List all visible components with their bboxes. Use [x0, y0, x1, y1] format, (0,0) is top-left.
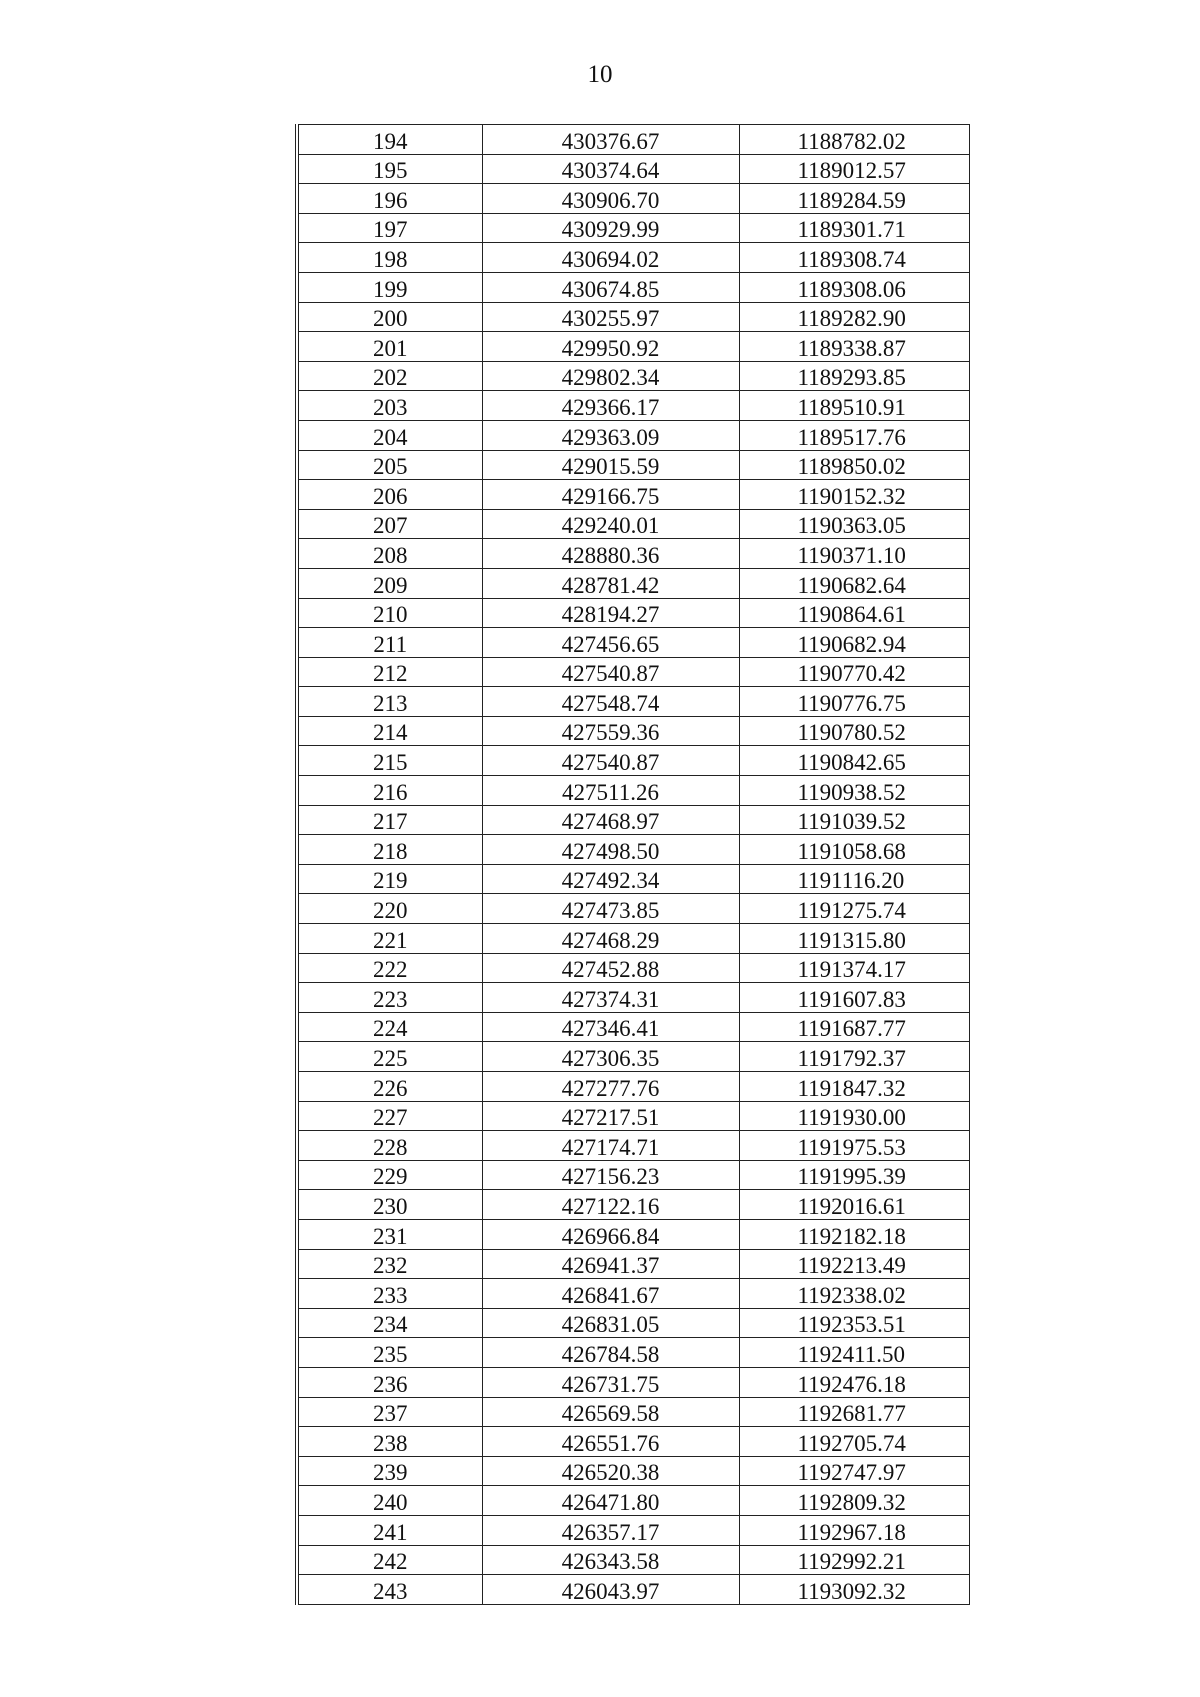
y-coordinate-cell: 1192747.97: [739, 1456, 969, 1486]
x-coordinate-cell: 430694.02: [482, 243, 739, 273]
point-number-cell: 208: [297, 539, 482, 569]
table-row: [297, 1012, 969, 1042]
y-coordinate-cell: 1189850.02: [739, 450, 969, 480]
point-number-cell: 209: [297, 568, 482, 598]
y-coordinate-cell: 1192476.18: [739, 1367, 969, 1397]
page-number: 10: [587, 61, 613, 88]
y-coordinate-cell: 1190776.75: [739, 687, 969, 717]
table-row: [297, 776, 969, 806]
x-coordinate-cell: 426357.17: [482, 1515, 739, 1545]
y-coordinate-cell: 1191275.74: [739, 894, 969, 924]
table-row: [297, 716, 969, 746]
y-coordinate-cell: 1192967.18: [739, 1515, 969, 1545]
x-coordinate-cell: 427511.26: [482, 776, 739, 806]
point-number-cell: 216: [297, 776, 482, 806]
table-row: [297, 272, 969, 302]
table-row: [297, 1131, 969, 1161]
y-coordinate-cell: 1190770.42: [739, 657, 969, 687]
table-row: [297, 1397, 969, 1427]
point-number-cell: 240: [297, 1486, 482, 1516]
y-coordinate-cell: 1192182.18: [739, 1219, 969, 1249]
table-row: [297, 1160, 969, 1190]
table-row: [297, 391, 969, 421]
x-coordinate-cell: 427498.50: [482, 835, 739, 865]
point-number-cell: 200: [297, 302, 482, 332]
table-row: [297, 1575, 969, 1605]
point-number-cell: 197: [297, 213, 482, 243]
x-coordinate-cell: 429166.75: [482, 480, 739, 510]
point-number-cell: 207: [297, 509, 482, 539]
x-coordinate-cell: 428194.27: [482, 598, 739, 628]
table-row: [297, 450, 969, 480]
point-number-cell: 204: [297, 420, 482, 450]
table-row: [297, 657, 969, 687]
table-row: [297, 1101, 969, 1131]
point-number-cell: 236: [297, 1367, 482, 1397]
x-coordinate-cell: 430255.97: [482, 302, 739, 332]
point-number-cell: 220: [297, 894, 482, 924]
table-row: [297, 213, 969, 243]
table-row: [297, 598, 969, 628]
y-coordinate-cell: 1191792.37: [739, 1042, 969, 1072]
point-number-cell: 203: [297, 391, 482, 421]
table-row: [297, 184, 969, 214]
y-coordinate-cell: 1189301.71: [739, 213, 969, 243]
y-coordinate-cell: 1191847.32: [739, 1072, 969, 1102]
table-row: [297, 480, 969, 510]
x-coordinate-cell: 427540.87: [482, 657, 739, 687]
point-number-cell: 230: [297, 1190, 482, 1220]
table-row: [297, 154, 969, 184]
point-number-cell: 213: [297, 687, 482, 717]
table-row: [297, 1367, 969, 1397]
x-coordinate-cell: 427468.29: [482, 924, 739, 954]
table-row: [297, 125, 969, 155]
table-row: [297, 361, 969, 391]
point-number-cell: 227: [297, 1101, 482, 1131]
y-coordinate-cell: 1188782.02: [739, 125, 969, 155]
x-coordinate-cell: 429366.17: [482, 391, 739, 421]
x-coordinate-cell: 427374.31: [482, 983, 739, 1013]
table-row: [297, 1190, 969, 1220]
x-coordinate-cell: 427217.51: [482, 1101, 739, 1131]
y-coordinate-cell: 1192353.51: [739, 1308, 969, 1338]
y-coordinate-cell: 1189012.57: [739, 154, 969, 184]
y-coordinate-cell: 1192992.21: [739, 1545, 969, 1575]
y-coordinate-cell: 1190152.32: [739, 480, 969, 510]
point-number-cell: 210: [297, 598, 482, 628]
table-row: [297, 1456, 969, 1486]
table-row: [297, 924, 969, 954]
table-row: [297, 864, 969, 894]
x-coordinate-cell: 427452.88: [482, 953, 739, 983]
table-row: [297, 1427, 969, 1457]
x-coordinate-cell: 430374.64: [482, 154, 739, 184]
x-coordinate-cell: 426471.80: [482, 1486, 739, 1516]
point-number-cell: 234: [297, 1308, 482, 1338]
x-coordinate-cell: 430376.67: [482, 125, 739, 155]
x-coordinate-cell: 429015.59: [482, 450, 739, 480]
point-number-cell: 239: [297, 1456, 482, 1486]
point-number-cell: 214: [297, 716, 482, 746]
point-number-cell: 237: [297, 1397, 482, 1427]
y-coordinate-cell: 1191930.00: [739, 1101, 969, 1131]
table-row: [297, 983, 969, 1013]
x-coordinate-cell: 426520.38: [482, 1456, 739, 1486]
x-coordinate-cell: 426941.37: [482, 1249, 739, 1279]
table-row: [297, 805, 969, 835]
x-coordinate-cell: 430929.99: [482, 213, 739, 243]
x-coordinate-cell: 428880.36: [482, 539, 739, 569]
y-coordinate-cell: 1190371.10: [739, 539, 969, 569]
y-coordinate-cell: 1190938.52: [739, 776, 969, 806]
y-coordinate-cell: 1192016.61: [739, 1190, 969, 1220]
point-number-cell: 202: [297, 361, 482, 391]
table-row: [297, 835, 969, 865]
table-row: [297, 1338, 969, 1368]
point-number-cell: 196: [297, 184, 482, 214]
table-row: [297, 302, 969, 332]
point-number-cell: 201: [297, 332, 482, 362]
point-number-cell: 225: [297, 1042, 482, 1072]
x-coordinate-cell: 427540.87: [482, 746, 739, 776]
table-row: [297, 894, 969, 924]
table-row: [297, 1072, 969, 1102]
y-coordinate-cell: 1191995.39: [739, 1160, 969, 1190]
y-coordinate-cell: 1191058.68: [739, 835, 969, 865]
table-row: [297, 1308, 969, 1338]
x-coordinate-cell: 427492.34: [482, 864, 739, 894]
x-coordinate-cell: 426343.58: [482, 1545, 739, 1575]
point-number-cell: 233: [297, 1279, 482, 1309]
x-coordinate-cell: 428781.42: [482, 568, 739, 598]
point-number-cell: 238: [297, 1427, 482, 1457]
x-coordinate-cell: 429363.09: [482, 420, 739, 450]
point-number-cell: 217: [297, 805, 482, 835]
point-number-cell: 195: [297, 154, 482, 184]
table-row: [297, 1042, 969, 1072]
point-number-cell: 199: [297, 272, 482, 302]
point-number-cell: 222: [297, 953, 482, 983]
point-number-cell: 223: [297, 983, 482, 1013]
point-number-cell: 242: [297, 1545, 482, 1575]
table-row: [297, 628, 969, 658]
y-coordinate-cell: 1189284.59: [739, 184, 969, 214]
y-coordinate-cell: 1191975.53: [739, 1131, 969, 1161]
point-number-cell: 229: [297, 1160, 482, 1190]
table-row: [297, 509, 969, 539]
x-coordinate-cell: 426551.76: [482, 1427, 739, 1457]
point-number-cell: 198: [297, 243, 482, 273]
x-coordinate-cell: 427156.23: [482, 1160, 739, 1190]
y-coordinate-cell: 1189338.87: [739, 332, 969, 362]
y-coordinate-cell: 1192338.02: [739, 1279, 969, 1309]
table-row: [297, 1486, 969, 1516]
point-number-cell: 194: [297, 125, 482, 155]
x-coordinate-cell: 427122.16: [482, 1190, 739, 1220]
table-row: [297, 1515, 969, 1545]
y-coordinate-cell: 1192213.49: [739, 1249, 969, 1279]
x-coordinate-cell: 427174.71: [482, 1131, 739, 1161]
point-number-cell: 218: [297, 835, 482, 865]
x-coordinate-cell: 426831.05: [482, 1308, 739, 1338]
x-coordinate-cell: 427456.65: [482, 628, 739, 658]
x-coordinate-cell: 427306.35: [482, 1042, 739, 1072]
x-coordinate-cell: 426841.67: [482, 1279, 739, 1309]
y-coordinate-cell: 1190682.64: [739, 568, 969, 598]
y-coordinate-cell: 1189517.76: [739, 420, 969, 450]
point-number-cell: 226: [297, 1072, 482, 1102]
table-row: [297, 746, 969, 776]
point-number-cell: 206: [297, 480, 482, 510]
y-coordinate-cell: 1190864.61: [739, 598, 969, 628]
y-coordinate-cell: 1192705.74: [739, 1427, 969, 1457]
x-coordinate-cell: 430674.85: [482, 272, 739, 302]
x-coordinate-cell: 427277.76: [482, 1072, 739, 1102]
point-number-cell: 219: [297, 864, 482, 894]
x-coordinate-cell: 429950.92: [482, 332, 739, 362]
point-number-cell: 228: [297, 1131, 482, 1161]
table-row: [297, 568, 969, 598]
x-coordinate-cell: 429240.01: [482, 509, 739, 539]
y-coordinate-cell: 1192681.77: [739, 1397, 969, 1427]
point-number-cell: 243: [297, 1575, 482, 1605]
y-coordinate-cell: 1191315.80: [739, 924, 969, 954]
y-coordinate-cell: 1190842.65: [739, 746, 969, 776]
x-coordinate-cell: 427473.85: [482, 894, 739, 924]
x-coordinate-cell: 427559.36: [482, 716, 739, 746]
point-number-cell: 215: [297, 746, 482, 776]
x-coordinate-cell: 427346.41: [482, 1012, 739, 1042]
point-number-cell: 221: [297, 924, 482, 954]
point-number-cell: 211: [297, 628, 482, 658]
point-number-cell: 212: [297, 657, 482, 687]
x-coordinate-cell: 426569.58: [482, 1397, 739, 1427]
y-coordinate-cell: 1191116.20: [739, 864, 969, 894]
point-number-cell: 231: [297, 1219, 482, 1249]
table-row: [297, 420, 969, 450]
x-coordinate-cell: 427548.74: [482, 687, 739, 717]
table-row: [297, 953, 969, 983]
coordinates-table: [295, 124, 970, 1605]
y-coordinate-cell: 1190682.94: [739, 628, 969, 658]
x-coordinate-cell: 429802.34: [482, 361, 739, 391]
y-coordinate-cell: 1190780.52: [739, 716, 969, 746]
y-coordinate-cell: 1190363.05: [739, 509, 969, 539]
y-coordinate-cell: 1189308.06: [739, 272, 969, 302]
y-coordinate-cell: 1189282.90: [739, 302, 969, 332]
y-coordinate-cell: 1189293.85: [739, 361, 969, 391]
x-coordinate-cell: 427468.97: [482, 805, 739, 835]
point-number-cell: 224: [297, 1012, 482, 1042]
y-coordinate-cell: 1191687.77: [739, 1012, 969, 1042]
y-coordinate-cell: 1191374.17: [739, 953, 969, 983]
y-coordinate-cell: 1193092.32: [739, 1575, 969, 1605]
table-row: [297, 243, 969, 273]
x-coordinate-cell: 430906.70: [482, 184, 739, 214]
table-row: [297, 1545, 969, 1575]
x-coordinate-cell: 426043.97: [482, 1575, 739, 1605]
table-row: [297, 332, 969, 362]
y-coordinate-cell: 1189510.91: [739, 391, 969, 421]
x-coordinate-cell: 426966.84: [482, 1219, 739, 1249]
y-coordinate-cell: 1192411.50: [739, 1338, 969, 1368]
y-coordinate-cell: 1191607.83: [739, 983, 969, 1013]
x-coordinate-cell: 426731.75: [482, 1367, 739, 1397]
coordinates-table-body: [297, 125, 969, 1605]
table-row: [297, 687, 969, 717]
table-row: [297, 539, 969, 569]
y-coordinate-cell: 1189308.74: [739, 243, 969, 273]
table-row: [297, 1219, 969, 1249]
point-number-cell: 241: [297, 1515, 482, 1545]
y-coordinate-cell: 1192809.32: [739, 1486, 969, 1516]
table-row: [297, 1249, 969, 1279]
point-number-cell: 232: [297, 1249, 482, 1279]
y-coordinate-cell: 1191039.52: [739, 805, 969, 835]
point-number-cell: 205: [297, 450, 482, 480]
table-row: [297, 1279, 969, 1309]
point-number-cell: 235: [297, 1338, 482, 1368]
x-coordinate-cell: 426784.58: [482, 1338, 739, 1368]
